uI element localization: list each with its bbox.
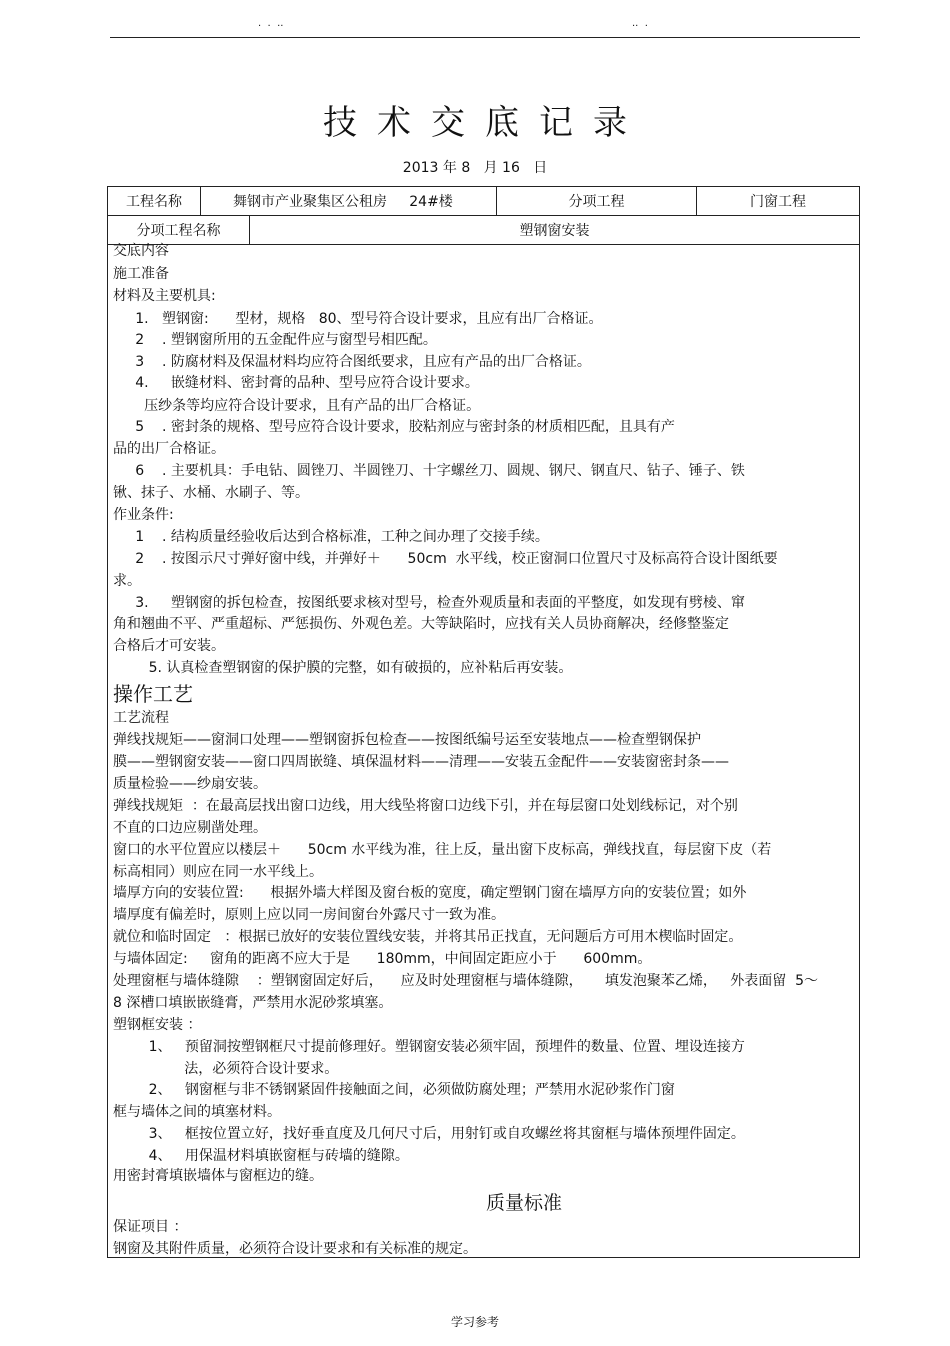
quality-standard-heading: 质量标准 [485, 1192, 562, 1214]
sub-project-label: 分项工程 [497, 187, 697, 215]
content-line: 墙厚方向的安装位置: 根据外墙大样图及窗台板的宽度，确定塑钢门窗在墙厚方向的安装位置；如外 [113, 885, 747, 901]
content-line: 弹线找规矩——窗洞口处理——塑钢窗拆包检查——按图纸编号运至安装地点——检查塑钢保护 [113, 732, 701, 748]
header-rule [110, 37, 860, 38]
project-label: 工程名称 [108, 187, 201, 215]
content-line: 压纱条等均应符合设计要求，且有产品的出厂合格证。 [113, 398, 481, 414]
content-line: 交底内容 [113, 243, 169, 259]
content-line: 钢窗及其附件质量，必须符合设计要求和有关标准的规定。 [113, 1241, 477, 1257]
content-line: 材料及主要机具: [113, 288, 216, 304]
header-dots-right: .. . [632, 18, 648, 29]
content-line: 塑钢框安装 ： [113, 1017, 202, 1033]
content-line: 质量检验——纱扇安装。 [113, 776, 267, 792]
content-line: 处理窗框与墙体缝隙 ：塑钢窗固定好后， 应及时处理窗框与墙体缝隙， 填发泡聚苯乙烯， 外表面留 5～ [113, 973, 819, 989]
content-line: 3. 塑钢窗的拆包检查，按图纸要求核对型号，检查外观质量和表面的平整度，如发现有劈棱、窜 [113, 595, 745, 611]
content-line: 窗口的水平位置应以楼层＋ 50cm 水平线为准，往上反，量出窗下皮标高，弹线找直，每层窗下皮（若 [113, 842, 772, 858]
section-heading: 操作工艺 [113, 682, 193, 706]
content-line: 与墙体固定: 窗角的距离不应大于是 180mm，中间固定距应小于 600mm。 [113, 951, 652, 967]
content-line: 施工准备 [113, 266, 169, 282]
project-value: 舞钢市产业聚集区公租房 24#楼 [201, 187, 497, 215]
sub-project-name-label: 分项工程名称 [108, 215, 250, 244]
header-dots-left: . . .. [258, 18, 284, 29]
content-line: 框与墙体之间的填塞材料。 [113, 1104, 281, 1120]
page-footer: 学习参考 [450, 1315, 499, 1329]
content-line: 6 . 主要机具：手电钻、圆锉刀、半圆锉刀、十字螺丝刀、圆规、钢尺、钢直尺、钻子、锤子、铁 [113, 463, 745, 479]
content-line: 3、 框按位置立好，找好垂直度及几何尺寸后，用射钉或自攻螺丝将其窗框与墙体预埋件固定。 [113, 1126, 745, 1142]
content-line: 膜——塑钢窗安装——窗口四周嵌缝、填保温材料——清理——安装五金配件——安装窗密封条—— [113, 754, 729, 770]
sub-project-name-value: 塑钢窗安装 [519, 222, 590, 239]
document-date: 2013 年 8 月 16 日 [402, 160, 548, 176]
content-line: 保证项目 ： [113, 1219, 188, 1235]
content-line: 1、 预留洞按塑钢框尺寸提前修理好。塑钢窗安装必须牢固，预埋件的数量、位置、埋设连接方 [113, 1039, 745, 1055]
content-line: 2、 钢窗框与非不锈钢紧固件接触面之间，必须做防腐处理；严禁用水泥砂浆作门窗 [113, 1082, 675, 1098]
content-line: 2 . 按图示尺寸弹好窗中线，并弹好＋ 50cm 水平线，校正窗洞口位置尺寸及标高符合设计图纸要 [113, 551, 778, 567]
content-line: 4. 嵌缝材料、密封膏的品种、型号应符合设计要求。 [113, 375, 479, 391]
content-line: 5. 认真检查塑钢窗的保护膜的完整，如有破损的，应补粘后再安装。 [113, 660, 573, 676]
document-title: 技术交底记录 [323, 103, 647, 143]
content-line: 作业条件: [113, 507, 174, 523]
content-line: 品的出厂合格证。 [113, 441, 225, 457]
content-line: 弹线找规矩 ：在最高层找出窗口边线，用大线坠将窗口边线下引，并在每层窗口处划线标记，对个别 [113, 798, 738, 814]
content-line: 2 . 塑钢窗所用的五金配件应与窗型号相匹配。 [113, 332, 437, 348]
content-line: 标高相同）则应在同一水平线上。 [113, 864, 323, 880]
content-line: 3 . 防腐材料及保温材料均应符合图纸要求，且应有产品的出厂合格证。 [113, 354, 591, 370]
table-row-project [108, 187, 859, 216]
content-line: 求。 [113, 573, 141, 589]
sub-project-value: 门窗工程 [750, 194, 806, 210]
content-line: 墙厚度有偏差时，原则上应以同一房间窗台外露尺寸一致为准。 [113, 907, 505, 923]
content-line: 用密封膏填嵌墙体与窗框边的缝。 [113, 1168, 323, 1184]
content-line: 法，必须符合设计要求。 [113, 1061, 339, 1077]
content-line: 就位和临时固定 ：根据已放好的安装位置线安装，并将其吊正找直，无问题后方可用木楔临时固定。 [113, 929, 743, 945]
content-line: 5 . 密封条的规格、型号应符合设计要求，胶粘剂应与密封条的材质相匹配，且具有产 [113, 419, 675, 435]
table-row-sub-project [108, 215, 859, 245]
content-line: 工艺流程 [113, 710, 169, 726]
content-line: 角和翘曲不平、严重超标、严惩损伤、外观色差。大等缺陷时，应找有关人员协商解决，经修整鉴定 [113, 616, 729, 632]
content-line: 1 . 结构质量经验收后达到合格标准，工种之间办理了交接手续。 [113, 529, 549, 545]
content-line: 1. 塑钢窗: 型材，规格 80、型号符合设计要求，且应有出厂合格证。 [113, 311, 603, 327]
content-line: 合格后才可安装。 [113, 638, 225, 654]
content-line: 8 深槽口填嵌嵌缝膏，严禁用水泥砂浆填塞。 [113, 995, 393, 1011]
content-line: 不直的口边应剔凿处理。 [113, 820, 267, 836]
content-line: 锹、抹子、水桶、水刷子、等。 [113, 485, 309, 501]
content-line: 4、 用保温材料填嵌窗框与砖墙的缝隙。 [113, 1148, 409, 1164]
